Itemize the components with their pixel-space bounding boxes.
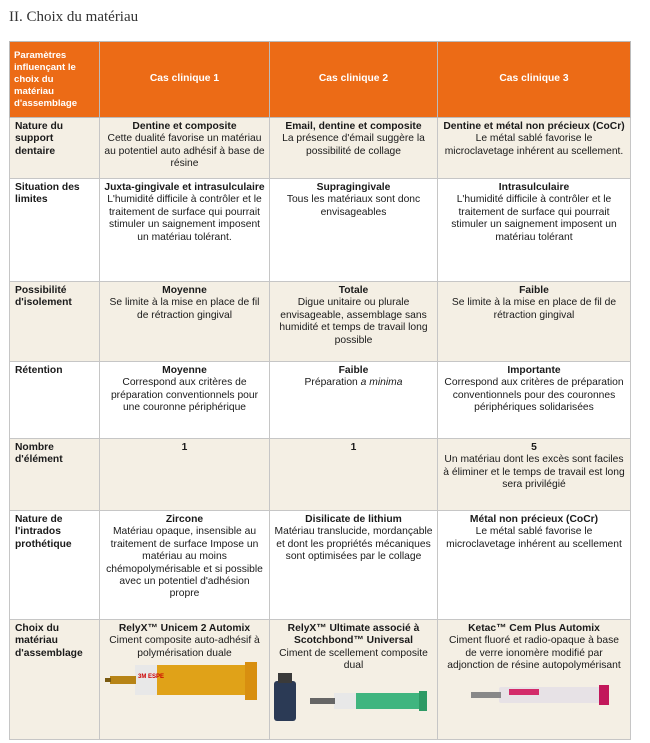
syringe-label-panel <box>334 693 356 709</box>
cell-case-2 <box>270 282 438 362</box>
cell-case-1 <box>100 439 270 511</box>
cell-text: Se limite à la mise en place de fil de rétraction gingival <box>109 297 260 321</box>
cell-case-2 <box>270 439 438 511</box>
section-title: II. Choix du matériau <box>9 9 139 25</box>
row-label: Situation des limites <box>10 179 100 282</box>
header-case-2: Cas clinique 2 <box>270 42 438 118</box>
cell-case-2 <box>270 118 438 179</box>
cell-text: Se limite à la mise en place de fil de rétraction gingival <box>451 297 617 321</box>
row-label: Rétention <box>10 362 100 439</box>
product-image-relyx-unicem <box>104 660 265 720</box>
cell-case-3 <box>438 511 631 620</box>
cell-heading: Intrasulculaire <box>498 182 570 193</box>
cell-text: Matériau opaque, insensible au traitement de surface Impose un matériau au moins chémopolymérisable et si possible avec un potentiel d'adhésion propre <box>106 526 263 600</box>
automix-syringe-yellow <box>105 660 265 720</box>
cell-heading: Faible <box>519 285 549 296</box>
header-parameters: Paramètres influençant le choix du matériau d'assemblage <box>10 42 100 118</box>
cell-case-1 <box>100 362 270 439</box>
tip-end <box>105 678 111 682</box>
cell-heading: Juxta-gingivale et intrasulculaire <box>104 182 265 193</box>
cell-text: Matériau translucide, mordançable et dont les propriétés mécaniques sont optimisées par le collage <box>274 526 433 563</box>
syringe-plunger <box>245 662 257 700</box>
syringe-label-panel <box>135 665 157 695</box>
row-intrados <box>10 511 631 620</box>
row-label: Choix du matériau d'assemblage <box>10 620 100 740</box>
cell-text: Le métal sablé favorise le microclavetage inhérent au scellement. <box>444 133 624 157</box>
header-case-3: Cas clinique 3 <box>438 42 631 118</box>
brand-logo: 3M ESPE <box>137 674 164 681</box>
cell-text: Le métal sablé favorise le microclavetage inhérent au scellement <box>446 526 622 550</box>
product-image-relyx-ultimate <box>274 673 433 733</box>
syringe-plunger <box>599 685 609 705</box>
cell-text: Un matériau dont les excès sont faciles à éliminer et le temps de travail est long sera privilégié <box>443 454 625 491</box>
cell-text: Correspond aux critères de préparation conventionnels pour une couronne périphérique <box>110 377 259 414</box>
cell-heading: Moyenne <box>162 365 207 376</box>
cell-text: Correspond aux critères de préparation conventionnels pour des couronnes périphériques solidarisées <box>444 377 624 414</box>
cell-heading: RelyX™ Ultimate associé à Scotchbond™ Universal <box>287 623 420 647</box>
mixing-tip <box>110 676 136 684</box>
mixing-tip <box>310 698 335 704</box>
row-label: Nature de l'intrados prothétique <box>10 511 100 620</box>
cell-heading: Faible <box>338 365 369 376</box>
cell-text-plain: Préparation <box>304 377 361 389</box>
cell-heading: Ketac™ Cem Plus Automix <box>468 623 600 634</box>
bottle-cap <box>278 673 292 683</box>
cell-case-2 <box>270 620 438 740</box>
header-row <box>10 42 631 118</box>
row-nombre-element <box>10 439 631 511</box>
cell-case-1 <box>100 118 270 179</box>
cell-text: L'humidité difficile à contrôler et le traitement de surface qui pourrait stimuler un saignement imposent un matériau tolérant. <box>107 194 262 243</box>
syringe-plunger <box>419 691 427 711</box>
row-label: Nombre d'élément <box>10 439 100 511</box>
cell-heading: RelyX™ Unicem 2 Automix <box>118 623 251 634</box>
row-isolement <box>10 282 631 362</box>
cell-case-1 <box>100 179 270 282</box>
cell-case-1 <box>100 620 270 740</box>
cell-text: Ciment de scellement composite dual <box>279 647 428 672</box>
cell-text: Ciment composite auto-adhésif à polymérisation duale <box>109 635 260 659</box>
cell-case-3 <box>438 118 631 179</box>
cell-heading: Dentine et composite <box>132 121 237 132</box>
cell-heading: Dentine et métal non précieux (CoCr) <box>443 121 625 132</box>
cell-heading: Métal non précieux (CoCr) <box>469 514 599 525</box>
adhesive-bottle <box>274 681 296 721</box>
cell-case-3 <box>438 362 631 439</box>
header-case-1: Cas clinique 1 <box>100 42 270 118</box>
row-choix-materiau <box>10 620 631 740</box>
row-situation-limites <box>10 179 631 282</box>
cell-case-1 <box>100 282 270 362</box>
cell-text: Cette dualité favorise un matériau au potentiel auto adhésif à base de résine <box>104 133 265 170</box>
mixing-tip <box>471 692 501 698</box>
cell-case-3 <box>438 179 631 282</box>
cell-heading: 5 <box>531 442 537 453</box>
row-label: Possibilité d'isolement <box>10 282 100 362</box>
material-choice-table <box>9 41 631 740</box>
cell-text: L'humidité difficile à contrôler et le traitement de surface qui pourrait stimuler un saignement imposent un matériau tolérant <box>451 194 617 243</box>
cell-text-italic: a minima <box>360 377 403 389</box>
cell-case-1 <box>100 511 270 620</box>
cell-heading: Zircone <box>165 514 204 525</box>
cell-text: Tous les matériaux sont donc envisageables <box>286 194 421 218</box>
cell-text: La présence d'émail suggère la possibilité de collage <box>282 133 425 157</box>
cell-case-3 <box>438 620 631 740</box>
cell-heading: 1 <box>350 442 357 453</box>
row-label: Nature du support dentaire <box>10 118 100 179</box>
cell-text <box>274 377 433 389</box>
cell-heading: 1 <box>181 442 188 453</box>
cell-heading: Importante <box>507 365 561 376</box>
cell-heading: Email, dentine et composite <box>285 121 422 132</box>
row-retention <box>10 362 631 439</box>
row-nature-support <box>10 118 631 179</box>
automix-syringe-pink <box>449 673 619 717</box>
cell-heading: Disilicate de lithium <box>305 514 402 525</box>
cell-text: Digue unitaire ou plurale envisageable, assemblage sans humidité et temps de travail long possible <box>279 297 428 346</box>
cell-heading: Totale <box>338 285 369 296</box>
cell-case-2 <box>270 362 438 439</box>
cell-case-3 <box>438 439 631 511</box>
cell-heading: Supragingivale <box>316 182 391 193</box>
cell-case-2 <box>270 179 438 282</box>
syringe-label-stripe <box>509 689 539 695</box>
cell-heading: Moyenne <box>162 285 207 296</box>
cell-text: Ciment fluoré et radio-opaque à base de verre ionomère modifié par adjonction de résine autopolymérisant <box>447 635 621 672</box>
cell-case-3 <box>438 282 631 362</box>
cell-case-2 <box>270 511 438 620</box>
product-image-ketac-cem <box>442 673 626 733</box>
syringe-and-bottle <box>274 673 434 723</box>
